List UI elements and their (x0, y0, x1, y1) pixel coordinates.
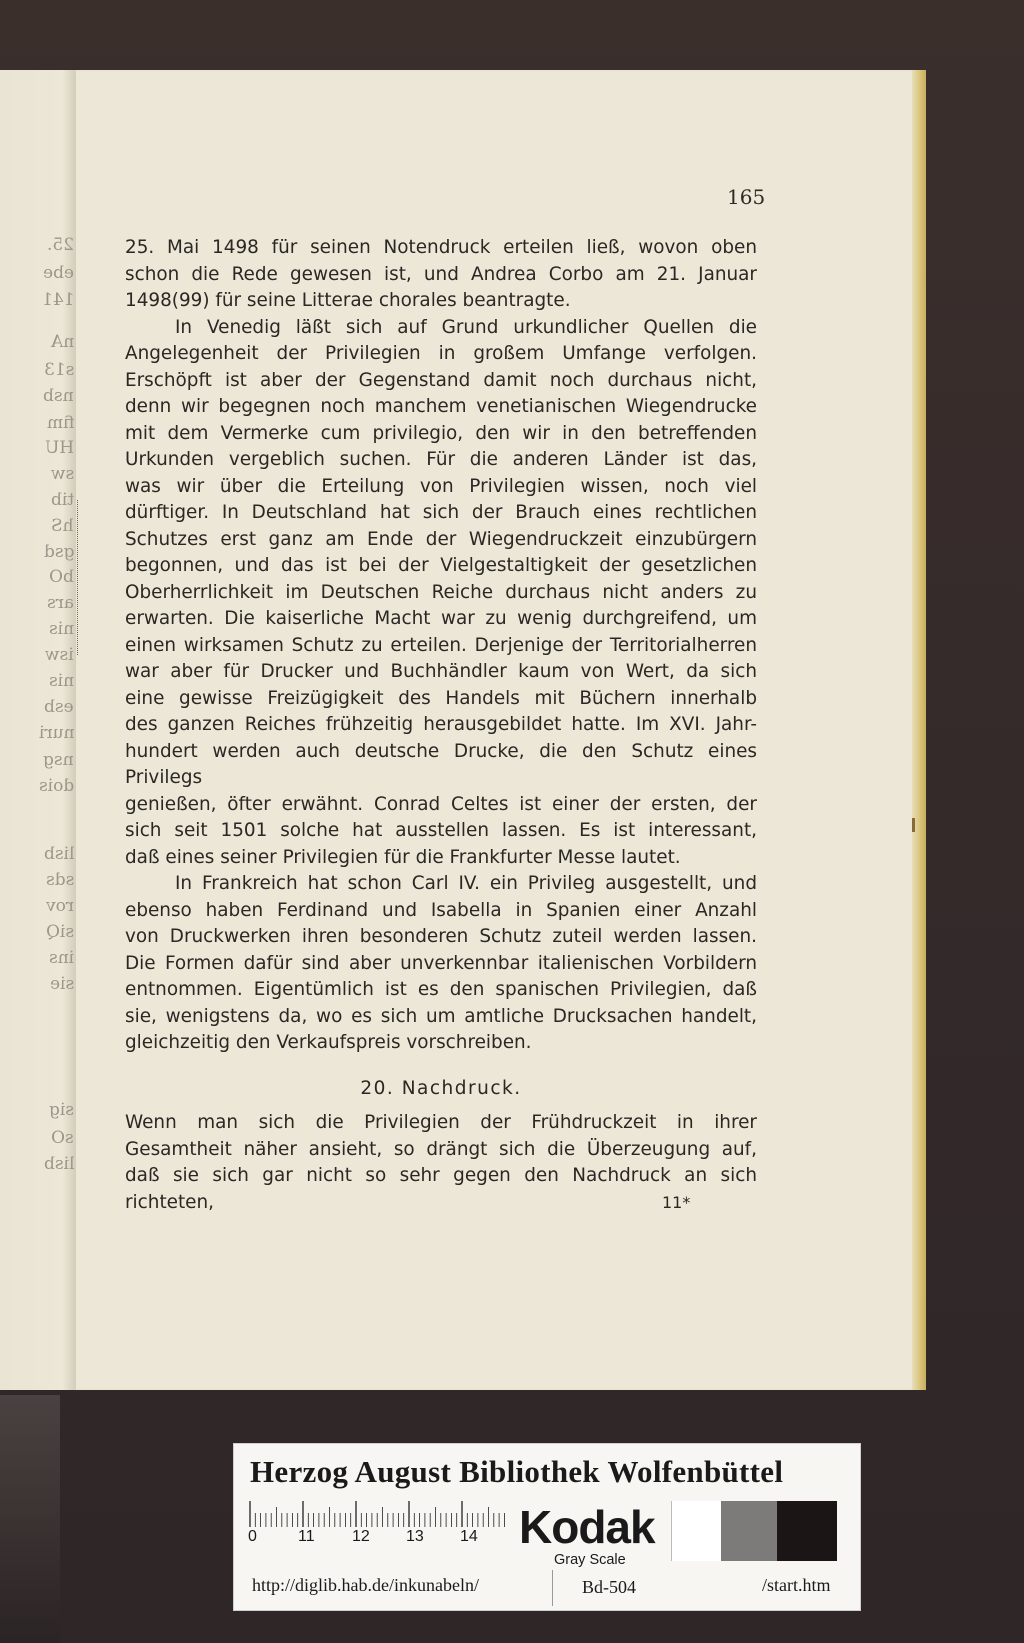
bleed-through-fragment: 141 (41, 290, 74, 310)
page-edge (912, 70, 926, 1390)
color-calibration-card (233, 1443, 861, 1611)
previous-page-edge (0, 70, 78, 1390)
text-line: Erschöpft ist aber der Gegenstand damit noch durchaus nicht, (125, 369, 757, 391)
bleed-through-fragment: isw (45, 645, 74, 665)
text-line: In Frankreich hat schon Carl IV. ein Privileg ausgestellt, und (175, 873, 757, 894)
text-line: sie, wenigstens da, wo es sich um amtliche Drucksachen handelt, (125, 1005, 757, 1027)
text-line: Gesamtheit näher ansieht, so drängt sich die Überzeugung auf, (125, 1138, 757, 1160)
text-line: Die Formen dafür sind aber unverkennbar italienischen Vorbildern (125, 952, 757, 974)
text-line: denn wir begegnen noch manchem venetianischen Wiegendrucke (125, 396, 757, 417)
ruler-number: 14 (460, 1528, 478, 1545)
ruler-scale (248, 1501, 506, 1527)
section-heading: 20. Nachdruck. (360, 1078, 522, 1099)
text-line: ebenso haben Ferdinand und Isabella in Spanien einer Anzahl (125, 899, 757, 921)
text-line: Schutzes erst ganz am Ende der Wiegendruckzeit einzubürgern (125, 528, 757, 550)
bleed-through-fragment: hS (51, 516, 74, 536)
source-url: http://diglib.hab.de/inkunabeln/ (252, 1575, 479, 1595)
text-line: Oberherrlichkeit im Deutschen Reiche durchaus nicht anders zu (125, 581, 757, 603)
text-line: Angelegenheit der Privilegien in großem Umfange verfolgen. (125, 343, 757, 364)
bleed-through-fragment: HU (44, 438, 74, 458)
text-line: begonnen, und das ist bei der Vielgestaltigkeit der gesetzlichen (125, 555, 757, 576)
bleed-through-fragment: sw (50, 464, 74, 484)
bleed-through-fragment: nsb (43, 386, 74, 406)
ruler-number: 0 (248, 1528, 257, 1545)
gray-swatch (721, 1501, 777, 1561)
bleed-through-fragment: gsd (43, 542, 74, 562)
bleed-through-fragment: tib (50, 490, 74, 510)
bleed-through-fragment: nA (50, 332, 74, 352)
white-swatch (671, 1501, 722, 1561)
black-swatch (777, 1501, 837, 1561)
ruler-numbers (248, 1528, 508, 1548)
text-line: einen wirksamen Schutz zu erteilen. Derjenige der Territorialherren (125, 634, 757, 656)
bleed-through-fragment: ins (48, 948, 74, 968)
bleed-through-fragment: nis (48, 671, 74, 691)
bleed-through-fragment: s13 (43, 360, 74, 380)
text-line: mit dem Vermerke cum privilegio, den wir in den betreffenden (125, 422, 757, 444)
text-line: Wenn man sich die Privilegien der Frühdruckzeit in ihrer (125, 1112, 757, 1133)
text-line: Urkunden vergeblich suchen. Für die anderen Länder ist das, (125, 449, 757, 470)
text-line: 1498(99) für seine Litterae chorales beantragte. (125, 290, 571, 311)
text-line: dürftiger. In Deutschland hat sich der Brauch eines rechtlichen (125, 502, 757, 523)
library-title: Herzog August Bibliothek Wolfenbüttel (250, 1454, 784, 1489)
text-line: In Venedig läßt sich auf Grund urkundlicher Quellen die (175, 316, 757, 338)
text-line: sich seit 1501 solche hat ausstellen lassen. Es ist interessant, (125, 820, 757, 841)
bleed-through-fragment: 25. (46, 235, 74, 255)
text-line: was wir über die Erteilung von Privilegien wissen, noch viel (125, 475, 757, 497)
bleed-through-fragment: lisb (43, 844, 74, 864)
bleed-through-fragment: sds (45, 870, 74, 890)
bleed-through-fragment: lisb (43, 1154, 74, 1174)
card-divider (552, 1570, 553, 1606)
text-line: genießen, öfter erwähnt. Conrad Celtes ist einer der ersten, der (125, 793, 757, 815)
body-text-top (125, 235, 757, 1057)
text-line: eine gewisse Freizügigkeit des Handels mit Büchern innerhalb (125, 687, 757, 709)
text-line: gleichzeitig den Verkaufspreis vorschreiben. (125, 1032, 532, 1053)
bleed-through-fragment: ebe (42, 263, 74, 283)
gray-scale-label: Gray Scale (554, 1552, 626, 1568)
bleed-through-fragment: bO (49, 567, 74, 587)
margin-mark (912, 818, 915, 832)
bleed-through-fragment: sO (51, 1128, 74, 1148)
previous-page-shadow (0, 1395, 60, 1643)
bleed-through-fragment: esb (44, 697, 74, 717)
text-line: des ganzen Reiches frühzeitig herausgebildet hatte. Im XVI. Jahr- (125, 714, 757, 735)
text-line: schon die Rede gewesen ist, und Andrea Corbo am 21. Januar (125, 263, 757, 285)
text-line: 25. Mai 1498 für seinen Notendruck erteilen ließ, wovon oben (125, 237, 757, 258)
text-line: war aber für Drucker und Buchhändler kaum von Wert, da sich (125, 661, 757, 682)
gutter-marks (77, 500, 80, 655)
shelfmark: Bd-504 (582, 1577, 636, 1597)
bleed-through-fragment: siQ (45, 922, 74, 942)
bleed-through-fragment: nuri (38, 723, 74, 743)
bleed-through-fragment: sie (49, 974, 74, 994)
text-line: von Druckwerken ihren besonderen Schutz zuteil werden lassen. (125, 926, 757, 947)
bleed-through-fragment: rov (46, 896, 74, 916)
bleed-through-fragment: ars (47, 593, 74, 613)
bleed-through-fragment: nsg (43, 750, 74, 770)
bleed-through-fragment: nis (48, 619, 74, 639)
bleed-through-fragment: fim (46, 413, 74, 433)
text-line: entnommen. Eigentümlich ist es den spanischen Privilegien, daß (125, 979, 757, 1000)
ruler-number: 12 (352, 1528, 370, 1545)
signature-mark: 11* (662, 1193, 691, 1212)
text-line: erwarten. Die kaiserliche Macht war zu wenig durchgreifend, um (125, 608, 757, 629)
ruler-number: 11 (298, 1528, 315, 1545)
bleed-through-fragment: sig (48, 1100, 74, 1120)
text-line: hundert werden auch deutsche Drucke, die den Schutz eines Privilegs (125, 740, 757, 788)
text-line: daß sie sich gar nicht so sehr gegen den Nachdruck an sich richteten, (125, 1165, 757, 1213)
url-suffix: /start.htm (762, 1575, 831, 1595)
ruler-number: 13 (406, 1528, 424, 1545)
page-number: 165 (727, 185, 766, 209)
kodak-logo: Kodak (519, 1501, 655, 1553)
text-line: daß eines seiner Privilegien für die Frankfurter Messe lautet. (125, 846, 681, 868)
bleed-through-fragment: dois (38, 776, 74, 796)
